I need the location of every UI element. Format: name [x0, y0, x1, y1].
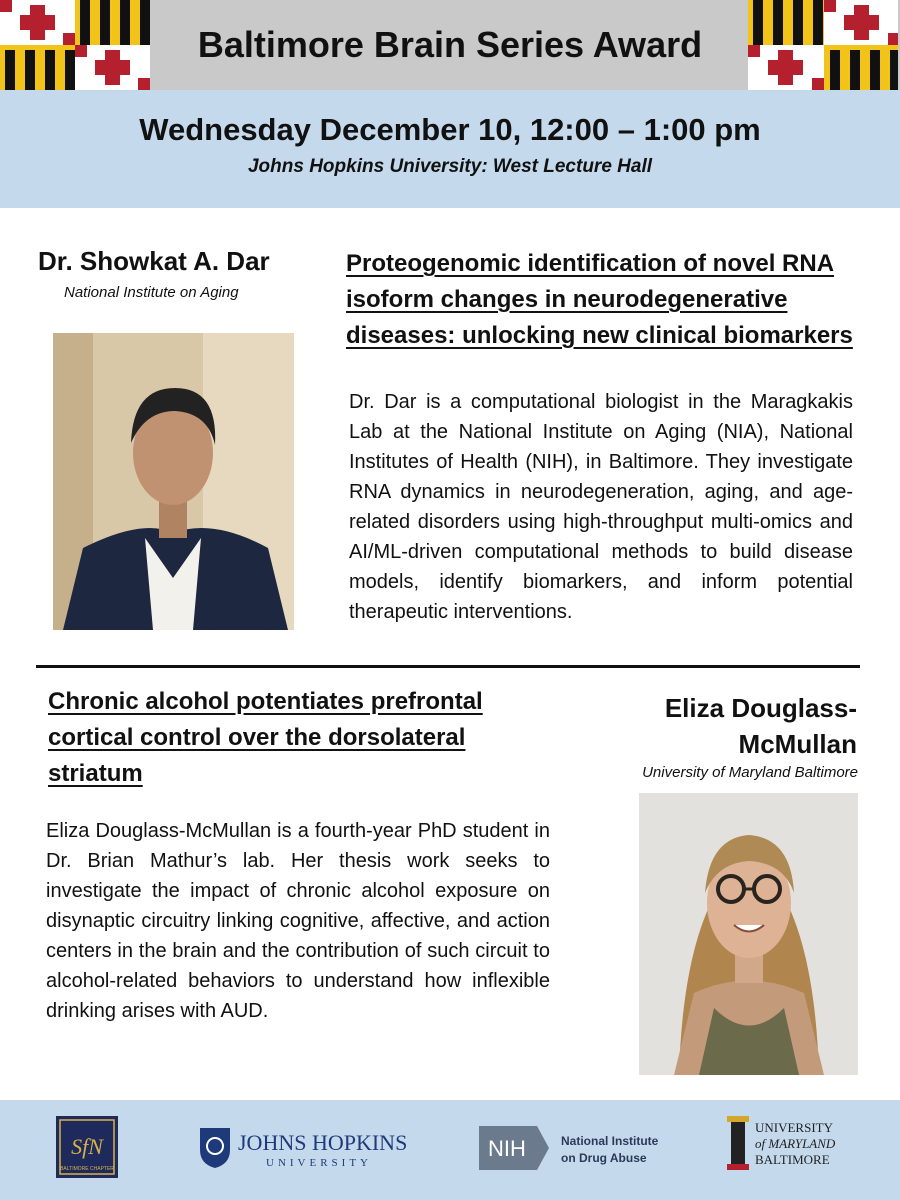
johns-hopkins-logo [196, 1124, 406, 1170]
speaker2-name [560, 690, 857, 762]
sfn-sub: BALTIMORE CHAPTER [60, 1166, 114, 1172]
jhu-university: UNIVERSITY [266, 1157, 372, 1169]
speaker2-name-line1: Eliza Douglass- [664, 693, 857, 723]
speaker2-name-line2: McMullan [738, 729, 857, 759]
section-divider [36, 665, 860, 668]
sfn-logo [56, 1116, 118, 1178]
jhu-name: JOHNS HOPKINS [238, 1130, 406, 1155]
nih-badge: NIH [488, 1136, 526, 1161]
umb-line3: BALTIMORE [755, 1152, 830, 1167]
event-date: Wednesday December 10, 12:00 – 1:00 pm [139, 112, 761, 147]
nida-line1: National Institute [561, 1134, 659, 1148]
umb-line1: UNIVERSITY [755, 1120, 833, 1135]
speaker2-bio: Eliza Douglass-McMullan is a fourth-year PhD student in Dr. Brian Mathur’s lab. Her thesis work seeks to investigate the impact of chronic alcohol exposure on disynaptic circuitry linking cognitive, affective, and action centers in the brain and the contribution of such circuit to alcohol-related behaviors to understand how inflexible drinking arises with AUD. [46, 820, 550, 1022]
speaker1-talk-title: Proteogenomic identification of novel RNA isoform changes in neurodegenerative diseases: unlocking new clinical biomarkers [346, 250, 853, 349]
umb-logo [725, 1112, 855, 1174]
nida-line2: on Drug Abuse [561, 1151, 647, 1165]
nida-logo [479, 1126, 659, 1170]
speaker1-name: Dr. Showkat A. Dar [38, 246, 270, 276]
maryland-flag-right [748, 0, 898, 90]
speaker1-photo [53, 333, 294, 630]
date-band [0, 90, 900, 208]
maryland-flag-left [0, 0, 150, 90]
speaker1-affiliation: National Institute on Aging [64, 284, 239, 301]
speaker1-bio: Dr. Dar is a computational biologist in the Maragkakis Lab at the National Institute on Aging (NIA), National Institutes of Health (NIH), in Baltimore. They investigate RNA dynamics in neurodegeneration, aging, and age-related disorders using high-throughput multi-omics and AI/ML-driven computational methods to build disease models, identify biomarkers, and inform potential therapeutic interventions. [349, 391, 853, 623]
event-title: Baltimore Brain Series Award [197, 24, 703, 65]
speaker2-affiliation: University of Maryland Baltimore [642, 764, 858, 781]
event-venue: Johns Hopkins University: West Lecture Hall [247, 156, 653, 177]
speaker2-talk-title: Chronic alcohol potentiates prefrontal cortical control over the dorsolateral striatum [48, 688, 483, 787]
umb-line2: of MARYLAND [755, 1136, 836, 1151]
sfn-mark: SfN [71, 1134, 103, 1159]
speaker2-photo [639, 793, 858, 1075]
